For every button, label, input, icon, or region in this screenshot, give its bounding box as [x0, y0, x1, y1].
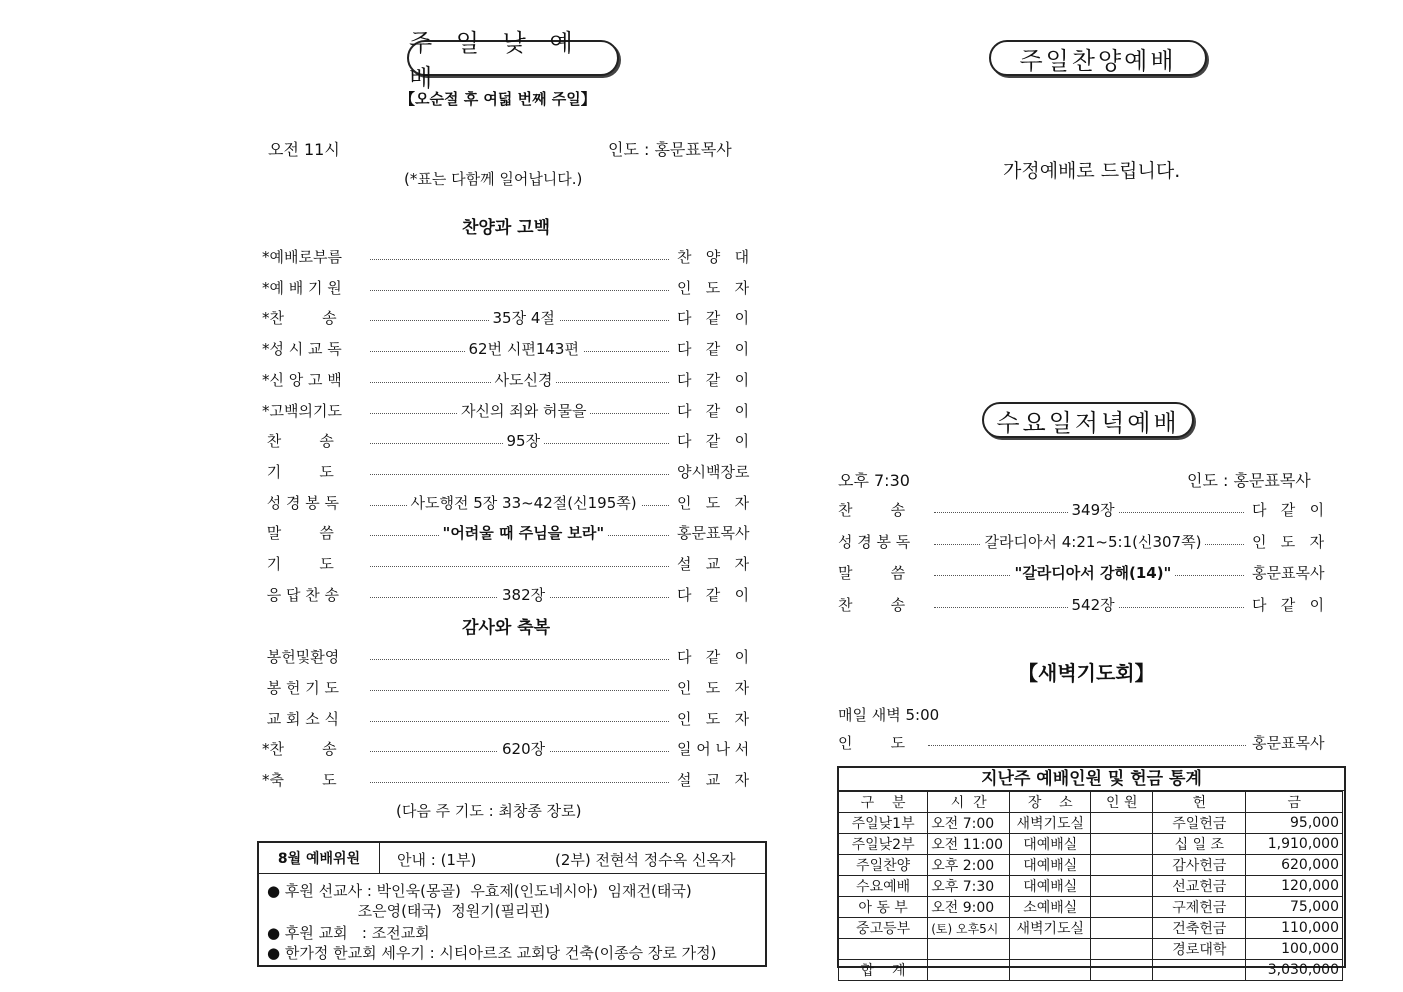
stats-title: 지난주 예배인원 및 헌금 통계 — [839, 768, 1344, 791]
stats-cell: 감사헌금 — [1153, 855, 1246, 876]
order-label: 교 회 소 식 — [262, 709, 340, 728]
stats-row — [839, 897, 1343, 918]
order-label: 말 씀 — [262, 524, 334, 543]
stats-cell — [1091, 876, 1153, 897]
stats-cell: 3,030,000 — [1246, 960, 1343, 981]
order-row — [262, 738, 767, 760]
dawn-leader-role: 홍문표목사 — [1252, 734, 1325, 752]
stats-cell: 중고등부 — [839, 918, 928, 939]
order-label: *신 앙 고 백 — [262, 370, 342, 389]
stats-cell: 구제헌금 — [1153, 897, 1246, 918]
order-role: 홍문표목사 — [1252, 564, 1325, 583]
stats-cell — [1010, 960, 1091, 981]
order-row — [262, 277, 767, 299]
order-role: 양시백장로 — [677, 462, 750, 481]
stats-cell — [928, 960, 1010, 981]
committee-guide: 안내 : (1부) — [397, 851, 477, 869]
service-time: 오전 11시 — [268, 140, 340, 159]
order-content: 갈라디아서 4:21~5:1(신307쪽) — [981, 531, 1206, 552]
subtitle: 【오순절 후 여덟 번째 주일】 — [400, 90, 596, 108]
dawn-prayer-leader-row — [838, 732, 1338, 754]
committee-box — [257, 841, 767, 967]
stats-cell — [928, 939, 1010, 960]
order-role: 인 도 자 — [677, 278, 750, 297]
stats-cell: 선교헌금 — [1153, 876, 1246, 897]
stats-row — [839, 939, 1343, 960]
standing-note: (*표는 다함께 일어납니다.) — [404, 170, 583, 188]
order-content: 62번 시편143편 — [465, 338, 583, 359]
wednesday-time: 오후 7:30 — [838, 471, 910, 490]
order-label: 성 경 봉 독 — [262, 493, 340, 512]
order-row — [262, 461, 767, 483]
stats-row — [839, 918, 1343, 939]
order-role: 다 같 이 — [677, 401, 750, 420]
stats-cell: 주일찬양 — [839, 855, 928, 876]
stats-cell: 대예배실 — [1010, 876, 1091, 897]
order-role: 인 도 자 — [677, 678, 750, 697]
order-role: 인 도 자 — [677, 493, 750, 512]
stats-header-cell: 시 간 — [928, 792, 1010, 813]
order-row — [262, 769, 767, 791]
order-label: 기 도 — [262, 462, 334, 481]
stats-cell: 오전 7:00 — [928, 813, 1010, 834]
order-label: *성 시 교 독 — [262, 340, 342, 359]
stats-cell: 오전 11:00 — [928, 834, 1010, 855]
stats-header-cell: 인 원 — [1091, 792, 1153, 813]
stats-row — [839, 834, 1343, 855]
order-label: 말 씀 — [838, 564, 906, 583]
stats-cell: 120,000 — [1246, 876, 1343, 897]
stats-cell: 주일낮2부 — [839, 834, 928, 855]
praise-service-text: 가정예배로 드립니다. — [1003, 160, 1181, 182]
stats-header-row — [839, 792, 1343, 813]
committee-line-1: ● 후원 선교사 : 박인욱(몽골) 우효제(인도네시아) 임재건(태국) — [267, 882, 692, 900]
order-row — [262, 708, 767, 730]
stats-cell — [1091, 939, 1153, 960]
order-row — [262, 246, 767, 268]
order-role: 홍문표목사 — [677, 524, 750, 543]
order-label: 봉 헌 기 도 — [262, 678, 340, 697]
order-label: *찬 송 — [262, 309, 337, 328]
stats-cell — [1091, 960, 1153, 981]
order-content: 35장 4절 — [489, 307, 559, 328]
stats-cell — [1091, 834, 1153, 855]
stats-cell: 95,000 — [1246, 813, 1343, 834]
section-praise-confession: 찬양과 고백 — [462, 218, 551, 238]
order-row — [262, 492, 767, 514]
stats-cell — [1091, 897, 1153, 918]
order-row — [262, 646, 767, 668]
order-row — [838, 499, 1343, 521]
stats-cell: 오전 9:00 — [928, 897, 1010, 918]
order-label: *고백의기도 — [262, 401, 342, 420]
wednesday-leader: 인도 : 홍문표목사 — [1187, 471, 1311, 490]
order-role: 다 같 이 — [677, 370, 750, 389]
order-row — [838, 531, 1343, 553]
wednesday-service-title: 수요일저녁예배 — [982, 402, 1194, 438]
stats-cell: 대예배실 — [1010, 855, 1091, 876]
order-content: 542장 — [1068, 594, 1119, 615]
stats-cell — [1091, 813, 1153, 834]
order-role: 다 같 이 — [677, 648, 750, 666]
stats-table-box — [837, 766, 1346, 979]
order-role: 다 같 이 — [1252, 501, 1325, 519]
stats-cell: 경로대학 — [1153, 939, 1246, 960]
order-label: *찬 송 — [262, 740, 337, 759]
order-content: 95장 — [503, 430, 545, 451]
stats-table — [838, 791, 1343, 981]
praise-service-title: 주일찬양예배 — [989, 40, 1207, 76]
stats-cell — [839, 939, 928, 960]
order-label: 찬 송 — [262, 432, 334, 451]
order-label: 봉헌및환영 — [262, 648, 340, 666]
order-content: 사도신경 — [491, 369, 557, 390]
stats-cell — [1153, 960, 1246, 981]
stats-cell: 새벽기도실 — [1010, 918, 1091, 939]
stats-row — [839, 876, 1343, 897]
stats-row — [839, 960, 1343, 981]
order-role: 인 도 자 — [677, 709, 750, 728]
stats-cell: 대예배실 — [1010, 834, 1091, 855]
stats-cell: 1,910,000 — [1246, 834, 1343, 855]
order-role: 다 같 이 — [677, 340, 750, 359]
order-label: 응 답 찬 송 — [262, 585, 340, 604]
order-row — [262, 677, 767, 699]
order-label: 성 경 봉 독 — [838, 532, 911, 551]
stats-cell: 오후 2:00 — [928, 855, 1010, 876]
order-row — [838, 594, 1343, 616]
order-role: 설 교 자 — [677, 555, 750, 573]
order-row — [262, 307, 767, 329]
order-role: 찬 양 대 — [677, 248, 750, 266]
stats-cell: 수요예배 — [839, 876, 928, 897]
dawn-prayer-title: 【새벽기도회】 — [1018, 661, 1155, 685]
stats-cell: 620,000 — [1246, 855, 1343, 876]
order-label: *예 배 기 원 — [262, 278, 342, 297]
stats-cell: 주일낮1부 — [839, 813, 928, 834]
stats-cell: (토) 오후5시 — [928, 918, 1010, 939]
order-row — [262, 400, 767, 422]
order-content: 620장 — [498, 738, 549, 759]
stats-cell: 75,000 — [1246, 897, 1343, 918]
order-role: 다 같 이 — [677, 309, 750, 328]
stats-cell: 소예배실 — [1010, 897, 1091, 918]
order-content: 349장 — [1068, 499, 1119, 520]
order-role: 다 같 이 — [1252, 596, 1325, 615]
order-content: 사도행전 5장 33~42절(신195쪽) — [407, 492, 641, 513]
stats-cell: 아 동 부 — [839, 897, 928, 918]
stats-cell — [1091, 855, 1153, 876]
order-role: 다 같 이 — [677, 432, 750, 451]
stats-cell: 건축헌금 — [1153, 918, 1246, 939]
order-label: 기 도 — [262, 555, 334, 573]
section-thanks-blessing: 감사와 축복 — [462, 618, 551, 638]
order-label: 찬 송 — [838, 596, 906, 615]
service-leader: 인도 : 홍문표목사 — [608, 140, 732, 159]
committee-header: 8월 예배위원 — [259, 843, 380, 874]
committee-line-3: ● 후원 교회 : 조전교회 — [267, 924, 430, 942]
committee-line-2: 조은영(태국) 정원기(필리핀) — [267, 902, 550, 920]
order-label: *예배로부름 — [262, 248, 342, 266]
stats-row — [839, 813, 1343, 834]
stats-cell: 주일헌금 — [1153, 813, 1246, 834]
order-content: 382장 — [498, 584, 549, 605]
order-label: *축 도 — [262, 771, 337, 790]
stats-cell — [1010, 939, 1091, 960]
dawn-leader-label: 인 도 — [838, 734, 906, 752]
order-row — [838, 562, 1343, 584]
stats-cell: 110,000 — [1246, 918, 1343, 939]
sunday-service-title: 주 일 낮 예 배 — [407, 40, 619, 76]
order-row — [262, 553, 767, 575]
stats-cell: 100,000 — [1246, 939, 1343, 960]
stats-header-cell: 장 소 — [1010, 792, 1091, 813]
order-row — [262, 369, 767, 391]
order-row — [262, 584, 767, 606]
stats-header-cell: 헌 — [1153, 792, 1246, 813]
order-role: 일 어 나 서 — [677, 740, 750, 759]
order-role: 다 같 이 — [677, 585, 750, 604]
next-week-prayer: (다음 주 기도 : 최창종 장로) — [396, 802, 582, 820]
committee-line-4: ● 한가정 한교회 세우기 : 시티아르조 교회당 건축(이종승 장로 가정) — [267, 944, 717, 962]
stats-header-cell: 금 — [1246, 792, 1343, 813]
committee-guide-2: (2부) 전현석 정수옥 신옥자 — [555, 851, 736, 869]
order-row — [262, 338, 767, 360]
order-role: 설 교 자 — [677, 771, 750, 790]
stats-row — [839, 855, 1343, 876]
order-content: "갈라디아서 강해(14)" — [1011, 562, 1176, 583]
order-content: 자신의 죄와 허물을 — [457, 400, 590, 421]
order-role: 인 도 자 — [1252, 532, 1325, 551]
stats-cell: 새벽기도실 — [1010, 813, 1091, 834]
stats-cell — [1091, 918, 1153, 939]
stats-cell: 합 계 — [839, 960, 928, 981]
order-label: 찬 송 — [838, 501, 906, 519]
order-row — [262, 430, 767, 452]
stats-cell: 십 일 조 — [1153, 834, 1246, 855]
stats-header-cell: 구 분 — [839, 792, 928, 813]
stats-cell: 오후 7:30 — [928, 876, 1010, 897]
order-row — [262, 522, 767, 544]
dawn-prayer-time: 매일 새벽 5:00 — [838, 706, 940, 724]
order-content: "어려울 때 주님을 보라" — [439, 522, 609, 543]
